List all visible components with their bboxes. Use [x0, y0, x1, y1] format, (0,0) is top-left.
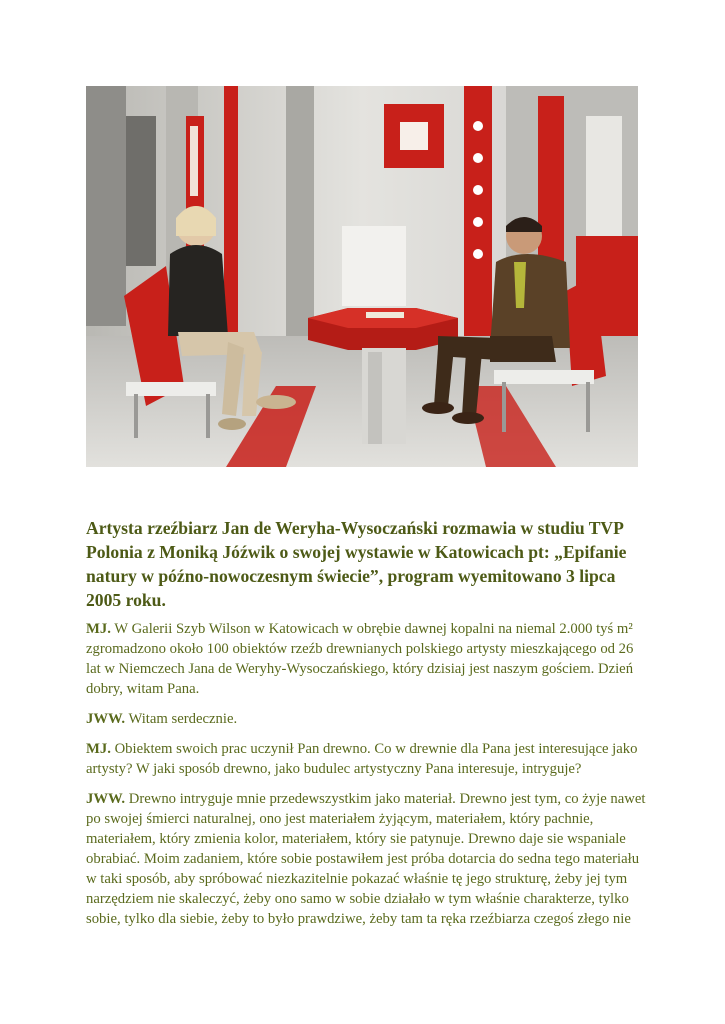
interview-paragraph: [86, 619, 646, 699]
interview-body: [86, 619, 646, 939]
tv-studio-photo: [86, 86, 638, 467]
speaker-label: MJ.: [86, 621, 111, 637]
paragraph-text: Obiektem swoich prac uczynił Pan drewno. Co w drewnie dla Pana jest interesujące jako artysty? W jaki sposób drewno, jako budulec artystyczny Pana interesuje, intryguje?: [86, 741, 638, 777]
paragraph-text: Witam serdecznie.: [125, 711, 238, 727]
paragraph-text: W Galerii Szyb Wilson w Katowicach w obrębie dawnej kopalni na niemal 2.000 tyś m² zgromadzono około 100 obiektów rzeźb drewnianych polskiego artysty mieszkającego od 26 lat w Niemczech Jana de Weryhy-Wysoczańskiego, który dzisiaj jest naszym gościem. Dzień dobry, witam Pana.: [86, 621, 634, 697]
speaker-label: MJ.: [86, 741, 111, 757]
interview-paragraph: [86, 709, 646, 729]
speaker-label: JWW.: [86, 711, 126, 727]
interview-paragraph: [86, 789, 646, 929]
speaker-label: JWW.: [86, 791, 126, 807]
paragraph-text: Drewno intryguje mnie przedewszystkim jako materiał. Drewno jest tym, co żyje nawet po swojej śmierci naturalnej, ono jest materiałem żyjącym, materiałem, który pachnie, materiałem, który zmienia kolor, materiałem, który sie patynuje. Drewno daje sie wspaniale obrabiać. Moim zadaniem, które sobie postawiłem jest próba dotarcia do sedna tego materiału w taki sposób, aby spróbować niezkazitelnie pokazać właśnie tę jego strukturę, żeby jej tym narzędziem nie skaleczyć, żeby ono samo w sobie działało w tym właśnie charakterze, tylko sobie, tylko dla siebie, żeby to było prawdziwe, żeby tam ta ręka rzeźbiarza czegoś złego nie: [86, 791, 646, 927]
article-title: Artysta rzeźbiarz Jan de Weryha-Wysoczański rozmawia w studiu TVP Polonia z Moniką Jóźwik o swojej wystawie w Katowicach pt: „Epifanie natury w późno-nowoczesnym świecie”, program wyemitowano 3 lipca 2005 roku.: [86, 518, 627, 610]
interview-paragraph: [86, 739, 646, 779]
studio-photo: [86, 86, 638, 467]
